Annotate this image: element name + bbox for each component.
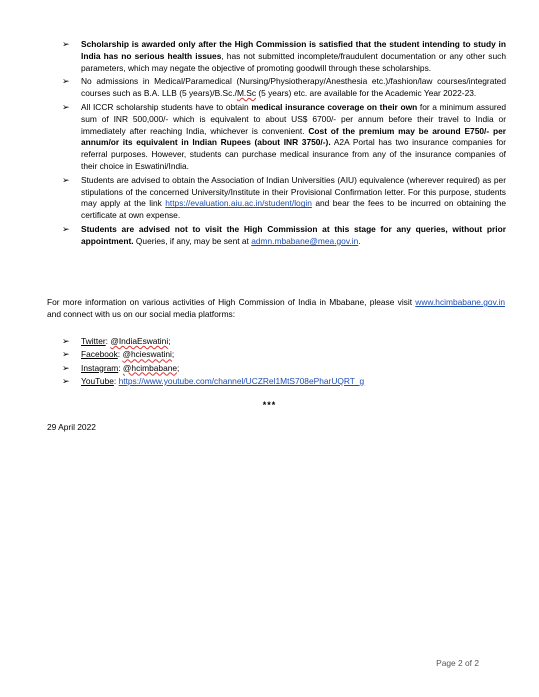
email-or-url-link[interactable]: https://evaluation.aiu.ac.in/student/login	[165, 198, 312, 209]
end-punctuation: ;	[168, 336, 171, 346]
separator-text: :	[113, 375, 119, 386]
arrow-bullet-icon: ➢	[62, 223, 70, 234]
social-handle: @hcimbabane	[122, 362, 178, 373]
bold-text-run: Students are advised not to visit the High Commission at this stage for any queries, without prior appointment.	[81, 223, 506, 246]
text-run: .	[358, 235, 361, 246]
text-run: All ICCR scholarship students have to obtain	[81, 101, 252, 112]
separator-text: :	[105, 336, 111, 346]
end-punctuation: ;	[177, 362, 180, 373]
arrow-bullet-icon: ➢	[62, 375, 70, 386]
list-item	[62, 224, 506, 248]
page-number: Page 2 of 2	[436, 658, 479, 668]
arrow-bullet-icon: ➢	[62, 101, 70, 112]
text-run: for a minimum assured sum of INR 500,000/- which is equivalent to about US$ 6700/- per annum before their travel to India or immediately after reaching India, whichever is convenient.	[81, 101, 507, 136]
text-run: M.Sc	[236, 88, 257, 99]
social-handle: @hcieswatini	[122, 349, 172, 360]
social-platform-label: Facebook	[81, 349, 118, 360]
conditions-list	[62, 39, 506, 250]
end-punctuation: ;	[171, 349, 175, 360]
arrow-bullet-icon: ➢	[62, 349, 70, 360]
text-run: A2A Portal has two insurance companies for referral purposes. However, students can purchase medical insurance from any of the insurance companies of their choice in Eswatini/India.	[81, 137, 507, 171]
bold-text-run: Scholarship is awarded only after the High Commission is satisfied that the student intending to study in India has no serious health issues	[81, 39, 506, 61]
text-run: and bear the fees to be incurred on obtaining the certificate at own expense.	[81, 198, 506, 221]
text-run: Students are advised to obtain the Association of Indian Universities (AIU) equivalence (wherever required) as per stipulations of the concerned University/Institute in their Provisional Confirmation letter. For this purpose, students may apply at the link	[81, 174, 506, 209]
list-item-text	[81, 39, 506, 74]
separator: ***	[262, 400, 277, 410]
list-item-text	[81, 102, 506, 173]
arrow-bullet-icon: ➢	[62, 336, 70, 346]
bold-text-run: medical insurance coverage on their own	[251, 101, 418, 112]
text-run: No admissions in Medical/Paramedical (Nursing/Physiotherapy/Anesthesia etc.)/fashion/law courses/integrated courses such as B.A. LLB (5 years)/B.Sc./	[81, 76, 506, 99]
social-item-youtube	[62, 375, 506, 388]
social-item-twitter	[62, 335, 506, 348]
list-item	[62, 76, 506, 100]
social-item-facebook	[62, 348, 506, 361]
info-text-before: For more information on various activities of High Commission of India in Mbabane, please visit	[47, 297, 416, 307]
text-run: Queries, if any, may be sent at	[133, 235, 252, 246]
separator-text: :	[118, 362, 123, 373]
arrow-bullet-icon: ➢	[62, 39, 70, 49]
info-text-after: and connect with us on our social media platforms:	[47, 308, 236, 319]
social-handle: @IndiaEswatini	[110, 336, 169, 346]
arrow-bullet-icon: ➢	[62, 362, 70, 373]
social-platform-label: Instagram	[81, 362, 119, 373]
list-item	[62, 39, 506, 74]
email-or-url-link[interactable]: admn.mbabane@mea.gov.in	[251, 235, 359, 246]
social-platform-label: YouTube	[81, 375, 114, 386]
social-media-list	[62, 335, 506, 388]
social-platform-label: Twitter	[81, 336, 106, 346]
arrow-bullet-icon: ➢	[62, 76, 70, 87]
list-item	[62, 175, 506, 222]
website-link[interactable]: www.hcimbabane.gov.in	[415, 297, 505, 307]
bold-text-run: Cost of the premium may be around E750/- per annum/or its equivalent in Indian Rupees (about INR 3750/-).	[81, 125, 506, 148]
text-run: , has not submitted incomplete/fraudulent documentation or any other such parameters, which may negate the objective of promoting goodwill through these scholarships.	[81, 50, 506, 73]
list-item	[62, 102, 506, 173]
text-run: (5 years) etc. are available for the Academic Year 2022-23.	[256, 88, 477, 99]
info-paragraph	[47, 297, 505, 321]
social-item-instagram	[62, 362, 506, 375]
document-date: 29 April 2022	[47, 422, 96, 432]
list-item-text	[81, 224, 506, 248]
list-item-text	[81, 175, 506, 222]
social-handle[interactable]: https://www.youtube.com/channel/UCZRel1MtS708ePharUQRT_g	[118, 375, 365, 386]
separator-text: :	[117, 349, 123, 360]
list-item-text	[81, 76, 506, 100]
arrow-bullet-icon: ➢	[62, 174, 70, 185]
